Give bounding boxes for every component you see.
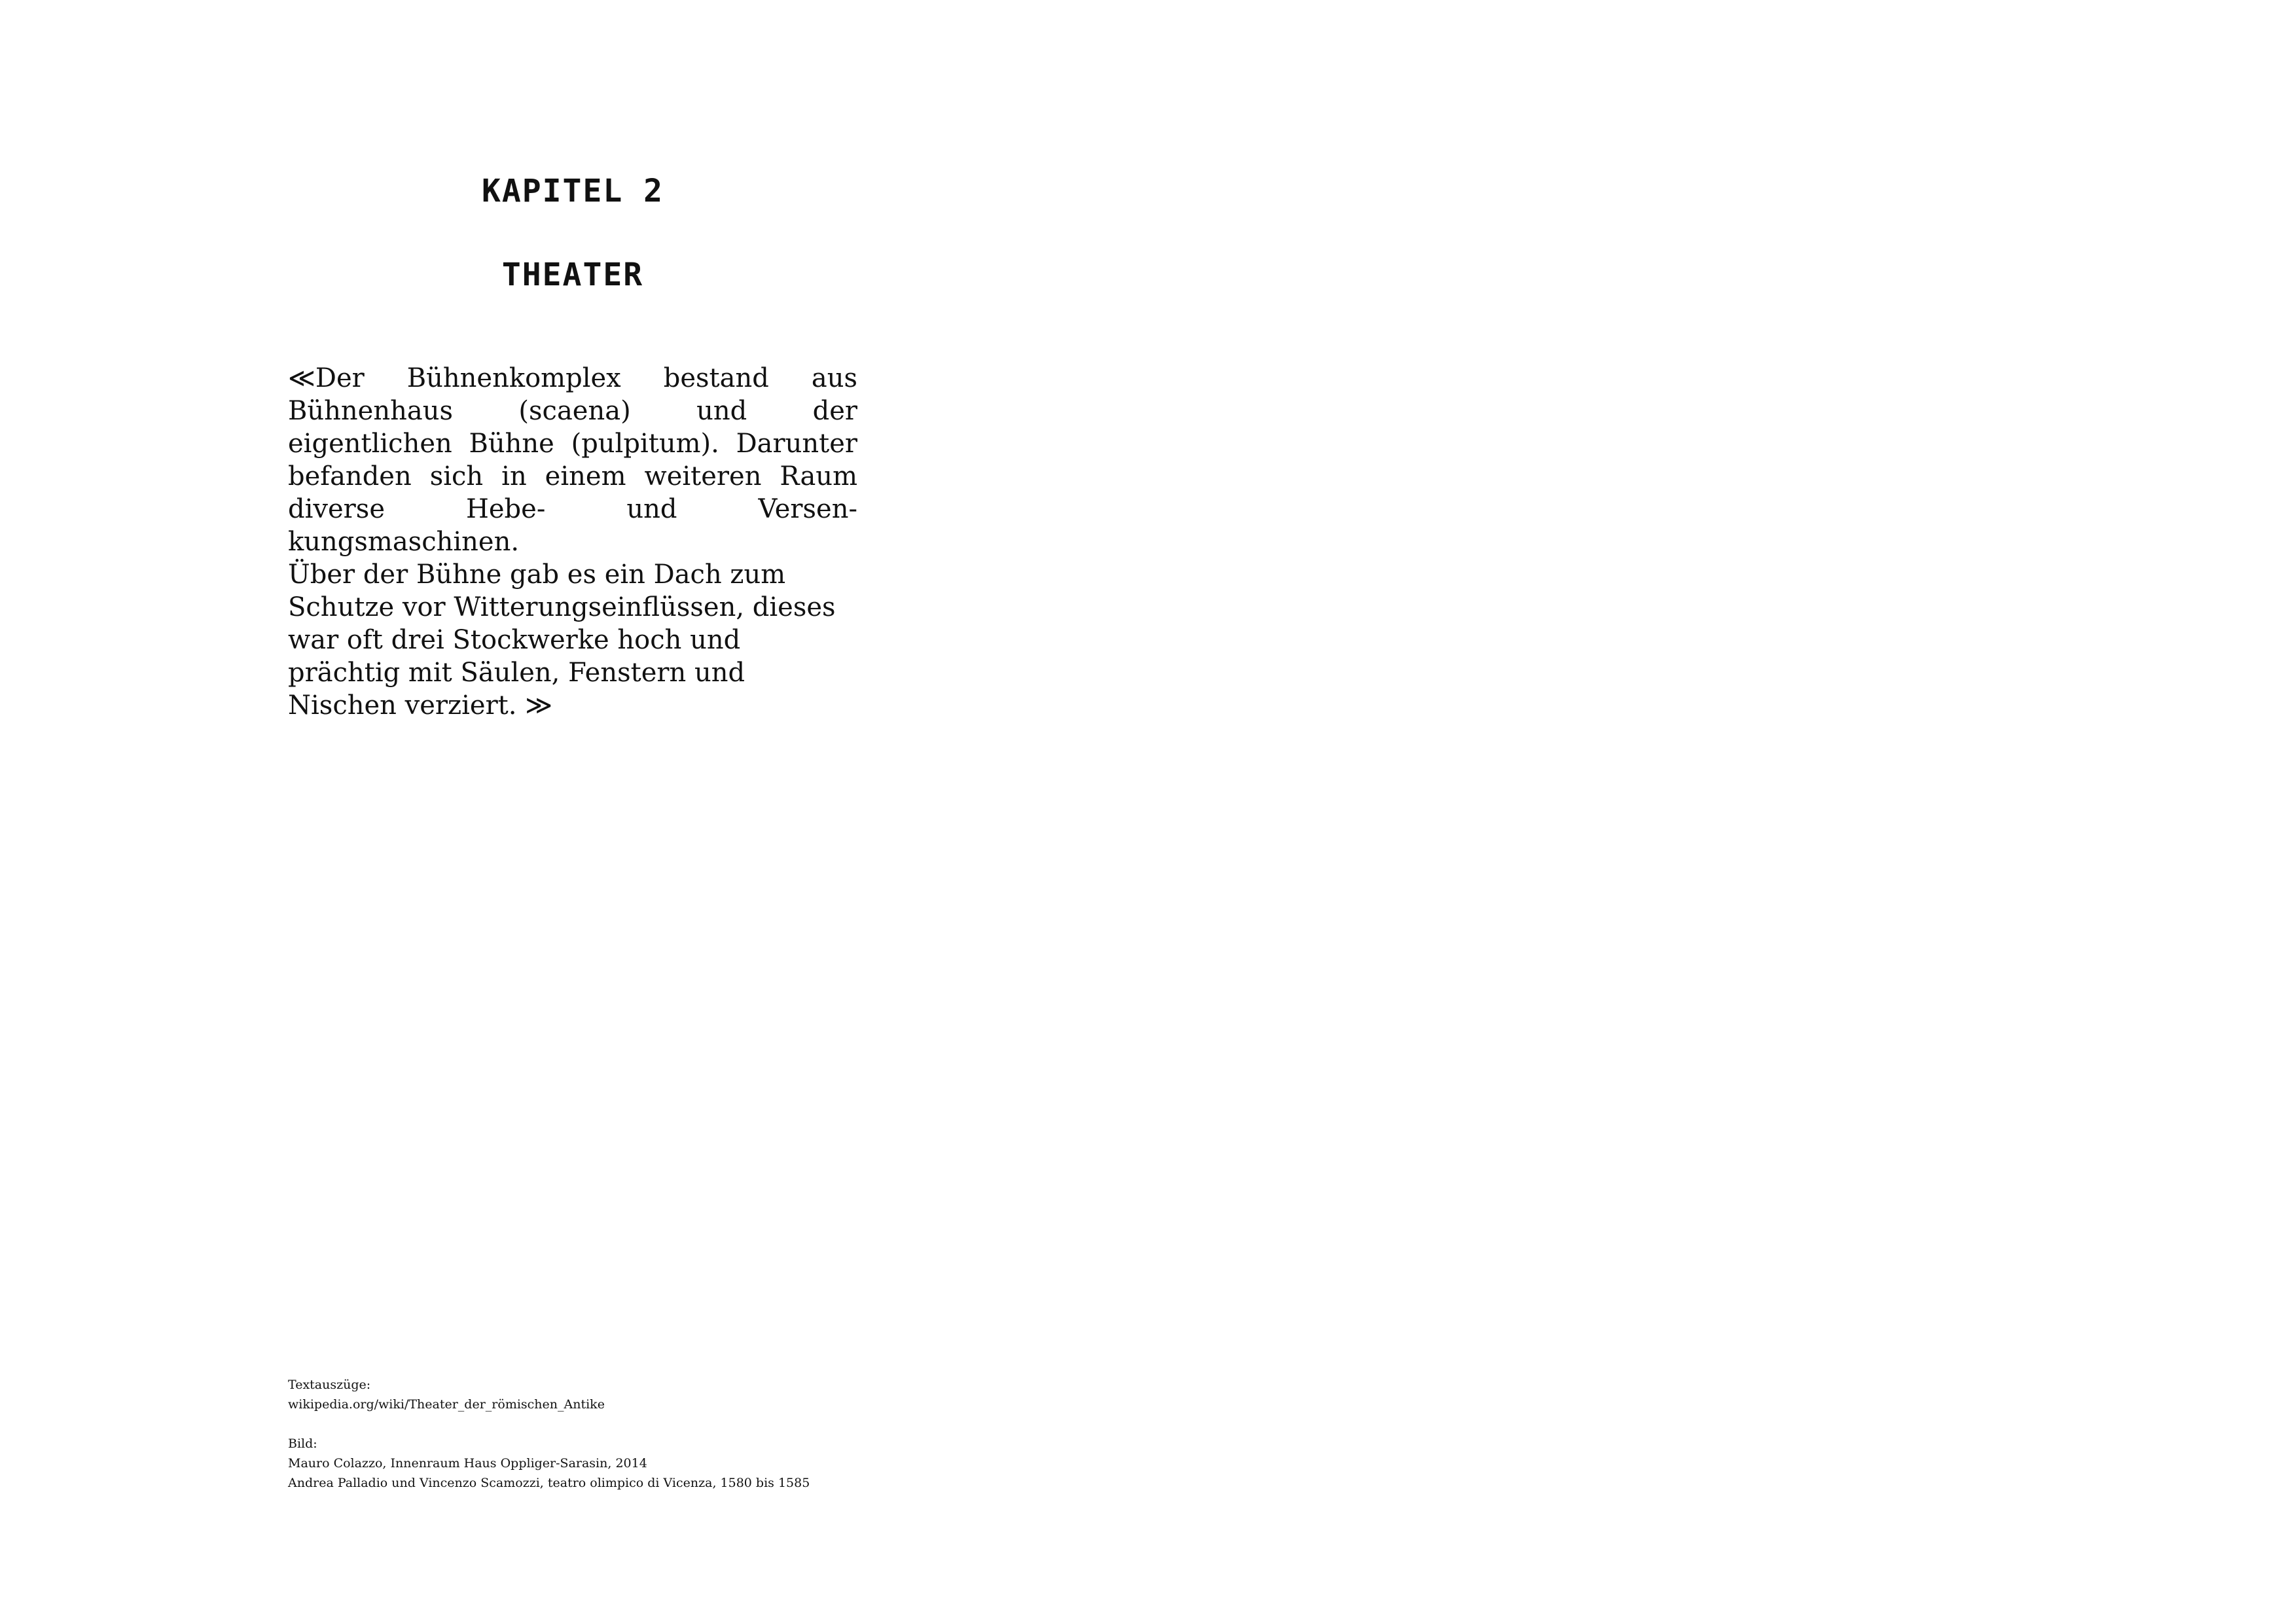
quote-text-block xyxy=(288,362,857,722)
image-source-2: Andrea Palladio und Vincenzo Scamozzi, teatro olimpico di Vicenza, 1580 bis 1585 xyxy=(288,1476,810,1490)
quote-paragraph-1: ≪Der Bühnenkomplex bestand aus Bühnenhaus (scaena) und der eigentlichen Bühne (pulpitum). Darunter befanden sich in einem weiteren Raum diverse Hebe- und Versenkungsmaschinen. xyxy=(288,363,857,557)
text-source-label: Textauszüge: xyxy=(288,1378,371,1392)
source-credits xyxy=(288,1375,1008,1493)
image-source-label: Bild: xyxy=(288,1436,317,1451)
quote-paragraph-2: Über der Bühne gab es ein Dach zum Schutze vor Witterungseinflüssen, dieses war oft drei Stockwerke hoch und prächtig mit Säulen, Fenstern und Nischen verziert. ≫ xyxy=(288,560,836,721)
chapter-title: THEATER xyxy=(501,257,644,293)
chapter-number: KAPITEL 2 xyxy=(481,173,664,209)
chapter-heading-block xyxy=(288,171,857,294)
text-source-url: wikipedia.org/wiki/Theater_der_römischen_Antike xyxy=(288,1397,605,1412)
credits-spacer xyxy=(288,1414,1008,1434)
image-source-1: Mauro Colazzo, Innenraum Haus Oppliger-Sarasin, 2014 xyxy=(288,1456,647,1471)
